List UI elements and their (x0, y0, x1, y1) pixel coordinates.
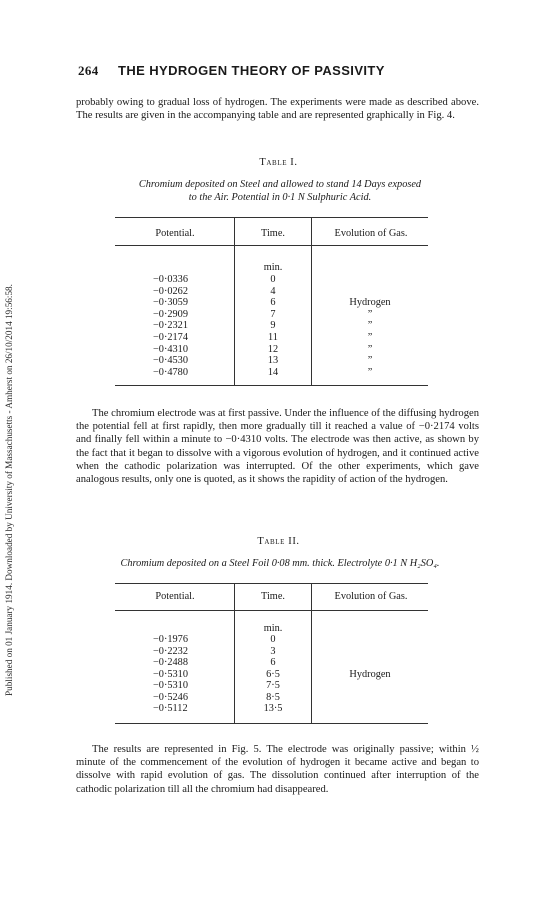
running-title: THE HYDROGEN THEORY OF PASSIVITY (118, 63, 385, 78)
table-row-potential: −0·4310 (153, 343, 188, 355)
page-number: 264 (78, 63, 99, 78)
table-2-header-time: Time. (261, 591, 285, 602)
download-watermark-text: Published on 01 January 1914. Downloaded by University of Massachusetts - Amherst on 26/10/2014 19:56:58. (4, 284, 14, 696)
table-row-time: 6 (270, 297, 276, 309)
paragraph-discussion: The chromium electrode was at first passive. Under the influence of the diffusing hydrogen the potential fell at first rapidly, then more gradually till it reached a value of −0·2174 volts and finally fell within a minute to −0·4310 volts. The electrode was then active, as shown by the fact that it began to dissolve with a vigorous evolution of hydrogen, and it continued active when the cathodic polarization was interrupted. Of the other experiments, which gave analogous results, only one is quoted, as it shows the rapidity of action of the hydrogen. (76, 408, 479, 486)
table-row-time: 14 (267, 366, 279, 378)
table-2-header-evolution: Evolution of Gas. (334, 591, 408, 602)
table-row-time: 7·5 (266, 680, 280, 691)
table-row-evolution: ” (367, 366, 373, 378)
table-row-time: 6·5 (266, 668, 280, 680)
table-row-potential: −0·0336 (153, 274, 188, 285)
table-row-time: 0 (270, 274, 276, 285)
table-row-evolution: ” (367, 320, 373, 332)
table-row-evolution: Hydrogen (349, 297, 391, 309)
table-row-potential: −0·2174 (153, 332, 188, 343)
table-row-potential: −0·5310 (153, 680, 188, 691)
table-1-bottom-rule (115, 385, 428, 386)
table-row-potential: −0·5112 (153, 703, 188, 714)
table-2-caption: Table II. (257, 536, 300, 547)
table-row-time: 4 (270, 285, 276, 297)
table-row-evolution: ” (367, 343, 373, 355)
table-1-header-rule (115, 245, 428, 246)
table-2-col-divider-2 (311, 583, 312, 723)
table-row-potential: −0·5310 (153, 668, 188, 680)
table-row-time: 7 (270, 308, 276, 320)
table-row-evolution: Hydrogen (349, 668, 391, 680)
download-watermark (2, 95, 16, 885)
table-1-col-divider-1 (234, 217, 235, 385)
table-row-potential: −0·2232 (153, 645, 188, 657)
table-row-evolution: ” (367, 355, 373, 367)
table-2-bottom-rule (115, 723, 428, 724)
table-row-time: 8·5 (266, 691, 280, 703)
table-1-header-potential: Potential. (155, 228, 195, 239)
table-1-col-divider-2 (311, 217, 312, 385)
table-1-subtitle-line1: Chromium deposited on Steel and allowed to stand 14 Days exposed (138, 179, 422, 190)
table-2-unit: min. (263, 623, 283, 634)
table-row-potential: −0·4530 (153, 355, 188, 367)
table-row-potential: −0·2488 (153, 657, 188, 668)
table-1-subtitle-line2: to the Air. Potential in 0·1 N Sulphuric Acid. (188, 192, 372, 203)
table-row-time: 9 (270, 320, 276, 332)
table-row-evolution: ” (367, 332, 373, 343)
table-1-caption: Table I. (259, 157, 298, 168)
table-row-potential: −0·2321 (153, 320, 188, 332)
table-2-header-rule (115, 610, 428, 611)
paragraph-intro: probably owing to gradual loss of hydrogen. The experiments were made as described above. The results are given in the accompanying table and are represented graphically in Fig. 4. (76, 97, 479, 122)
table-1-top-rule (115, 217, 428, 218)
table-2-subtitle: Chromium deposited on a Steel Foil 0·08 mm. thick. Electrolyte 0·1 N H₂SO₄. (120, 558, 440, 569)
paragraph-conclusion: The results are represented in Fig. 5. The electrode was originally passive; within ½ minute of the commencement of the evolution of hydrogen it became active and began to dissolve with rapid evolution of gas. The dissolution continued after interruption of the cathodic polarization till all the chromium had disappeared. (76, 744, 479, 795)
table-1-unit: min. (263, 262, 283, 273)
table-row-time: 11 (268, 332, 278, 343)
table-1-header-time: Time. (261, 228, 285, 239)
table-row-potential: −0·2909 (153, 308, 188, 320)
table-row-time: 6 (270, 657, 276, 668)
table-row-time: 12 (267, 343, 279, 355)
table-row-evolution: ” (367, 308, 373, 320)
table-row-potential: −0·1976 (153, 634, 188, 645)
table-row-time: 3 (270, 645, 276, 657)
table-row-potential: −0·3059 (153, 297, 188, 309)
table-2-top-rule (115, 583, 428, 584)
table-row-time: 0 (270, 634, 276, 645)
table-row-potential: −0·0262 (153, 285, 188, 297)
table-row-time: 13·5 (263, 703, 283, 714)
table-2-col-divider-1 (234, 583, 235, 723)
table-row-time: 13 (267, 355, 279, 367)
table-row-potential: −0·5246 (153, 691, 188, 703)
table-row-potential: −0·4780 (153, 366, 188, 378)
table-1-header-evolution: Evolution of Gas. (334, 228, 408, 239)
table-2-header-potential: Potential. (155, 591, 195, 602)
